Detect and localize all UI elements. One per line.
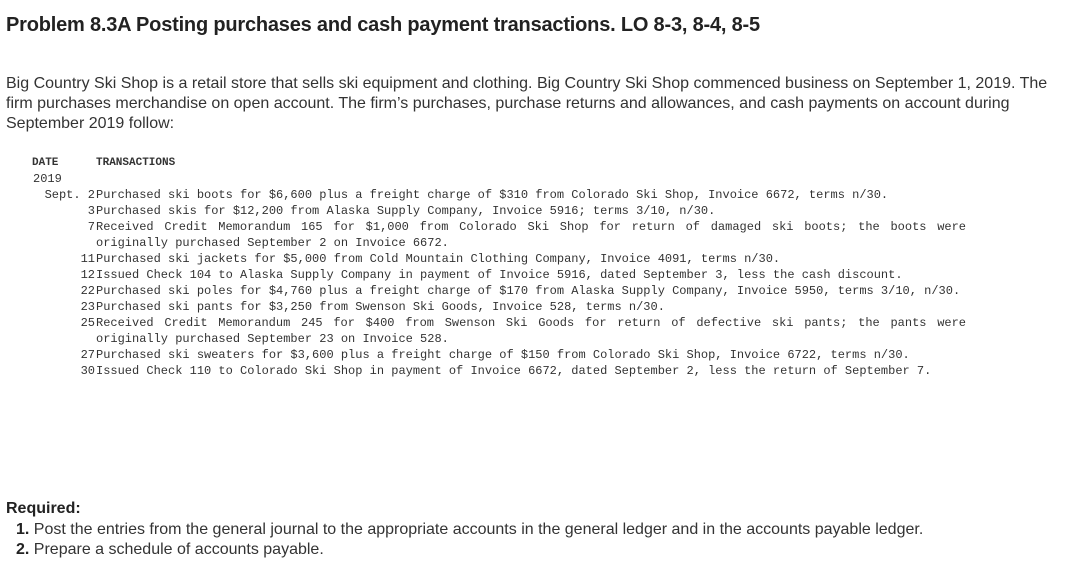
transaction-text: Issued Check 104 to Alaska Supply Company in payment of Invoice 5916, dated September 3, less the cash discount. [96, 268, 903, 282]
transactions-column-header: TRANSACTIONS [96, 157, 176, 169]
transaction-row [20, 251, 1020, 267]
required-item [16, 540, 923, 560]
transaction-date: 23 [80, 300, 95, 314]
transactions-table [20, 155, 1020, 379]
transaction-row [20, 299, 1020, 315]
transaction-date: Sept. 2 [44, 188, 95, 202]
transaction-row [20, 283, 1020, 299]
transaction-row [20, 315, 1020, 347]
transaction-date: 27 [80, 348, 95, 362]
year-row [20, 171, 1020, 187]
transaction-text: Purchased ski jackets for $5,000 from Cold Mountain Clothing Company, Invoice 4091, terms n/30. [96, 252, 781, 266]
transaction-date: 3 [87, 204, 95, 218]
transaction-row [20, 267, 1020, 283]
transaction-row [20, 203, 1020, 219]
transaction-row [20, 187, 1020, 203]
transaction-date: 22 [80, 284, 95, 298]
transaction-text: Purchased skis for $12,200 from Alaska Supply Company, Invoice 5916; terms 3/10, n/30. [96, 204, 716, 218]
transaction-date: 12 [80, 268, 95, 282]
transaction-text: Purchased ski poles for $4,760 plus a freight charge of $170 from Alaska Supply Company, Invoice 5950, terms 3/10, n/30. [96, 284, 961, 298]
transaction-date: 11 [80, 252, 95, 266]
transaction-row [20, 363, 1020, 379]
required-item-text: Prepare a schedule of accounts payable. [33, 541, 324, 558]
transaction-text: Purchased ski boots for $6,600 plus a freight charge of $310 from Colorado Ski Shop, Invoice 6672, terms n/30. [96, 188, 889, 202]
transaction-date: 30 [80, 364, 95, 378]
required-item-text: Post the entries from the general journal to the appropriate accounts in the general ledger and in the accounts payable ledger. [33, 521, 924, 538]
required-item-number: 2. [16, 541, 30, 558]
transactions-header [20, 155, 1020, 171]
transaction-date: 7 [87, 220, 95, 234]
year-label: 2019 [33, 172, 62, 186]
required-item-number: 1. [16, 521, 30, 538]
problem-intro: Big Country Ski Shop is a retail store that sells ski equipment and clothing. Big Country Ski Shop commenced business on September 1, 2019. The firm purchases merchandise on open account. The firm’s purchases, purchase returns and allowances, and cash payments on account during September 2019 follow: [6, 75, 1048, 132]
transaction-row [20, 219, 1020, 251]
date-column-header: DATE [32, 157, 59, 169]
transaction-text: Purchased ski sweaters for $3,600 plus a freight charge of $150 from Colorado Ski Shop, Invoice 6722, terms n/30. [96, 348, 910, 362]
required-item [16, 520, 923, 540]
transaction-row [20, 347, 1020, 363]
transaction-text: Purchased ski pants for $3,250 from Swenson Ski Goods, Invoice 528, terms n/30. [96, 300, 665, 314]
transaction-text: Issued Check 110 to Colorado Ski Shop in payment of Invoice 6672, dated September 2, less the return of September 7. [96, 364, 932, 378]
required-heading: Required: [6, 500, 81, 517]
transaction-date: 25 [80, 316, 95, 330]
transaction-text: Received Credit Memorandum 245 for $400 from Swenson Ski Goods for return of defective ski pants; the pants were originally purchased September 23 on Invoice 528. [96, 316, 966, 346]
required-list [16, 520, 923, 560]
problem-title: Problem 8.3A Posting purchases and cash payment transactions. LO 8-3, 8-4, 8-5 [6, 14, 760, 36]
transaction-text: Received Credit Memorandum 165 for $1,000 from Colorado Ski Shop for return of damaged ski boots; the boots were originally purchased September 2 on Invoice 6672. [96, 220, 966, 250]
